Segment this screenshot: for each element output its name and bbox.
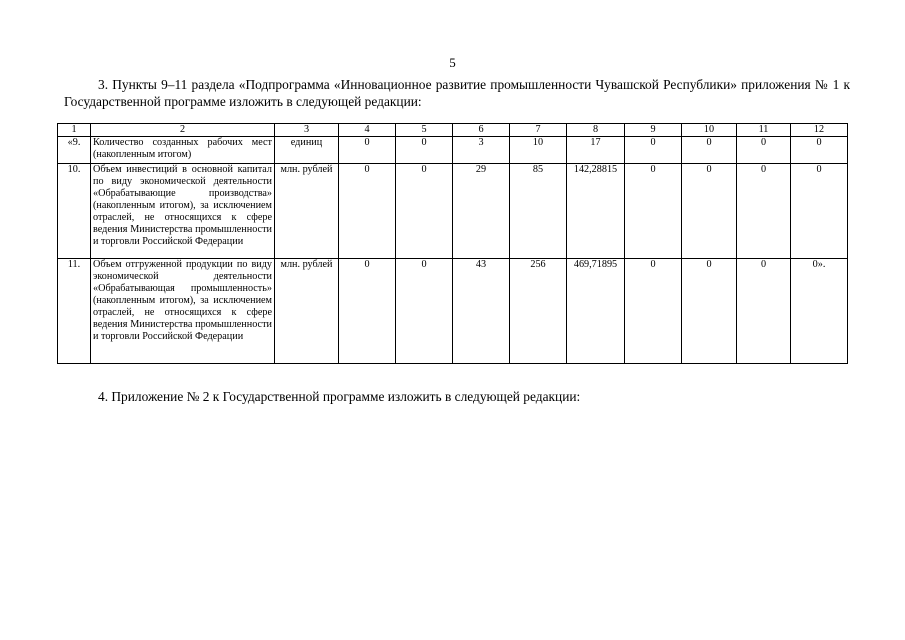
indicators-table [57, 123, 848, 364]
paragraph-item-4: 4. Приложение № 2 к Государственной программе изложить в следующей редакции: [98, 389, 581, 404]
paragraph-item-3: 3. Пункты 9–11 раздела «Подпрограмма «Инновационное развитие промышленности Чувашской Республики» приложения № 1 к Государственной программе изложить в следующей редакции: [64, 77, 850, 109]
row-value: 0 [737, 164, 791, 259]
row-unit: млн. рублей [275, 164, 339, 259]
header-cell: 7 [510, 124, 567, 137]
header-cell: 8 [567, 124, 625, 137]
header-cell: 1 [58, 124, 91, 137]
table-row [58, 259, 848, 364]
row-value: 0 [737, 137, 791, 164]
row-value: 0 [339, 164, 396, 259]
row-value: 0 [682, 259, 737, 364]
row-number: 11. [58, 259, 91, 364]
row-value: 29 [453, 164, 510, 259]
row-value: 10 [510, 137, 567, 164]
row-value: 0 [737, 259, 791, 364]
header-cell: 2 [91, 124, 275, 137]
row-description: Объем отгруженной продукции по виду экономической деятельности «Обрабатывающая промышленность» (накопленным итогом), за исключением отраслей, не относящихся к сфере ведения Министерства промышленности и торговли Российской Федерации [91, 259, 275, 364]
header-cell: 4 [339, 124, 396, 137]
row-value: 0 [791, 164, 848, 259]
row-value: 256 [510, 259, 567, 364]
row-value: 0 [791, 137, 848, 164]
row-unit: единиц [275, 137, 339, 164]
row-value: 0 [396, 137, 453, 164]
row-value: 142,28815 [567, 164, 625, 259]
header-cell: 5 [396, 124, 453, 137]
table-row [58, 137, 848, 164]
row-value: 0 [625, 259, 682, 364]
row-value: 0 [339, 259, 396, 364]
header-cell: 12 [791, 124, 848, 137]
page-number: 5 [449, 55, 456, 70]
row-value: 0 [339, 137, 396, 164]
row-value: 0 [396, 164, 453, 259]
table-header-row [58, 124, 848, 137]
header-cell: 11 [737, 124, 791, 137]
row-number: «9. [58, 137, 91, 164]
row-value: 85 [510, 164, 567, 259]
row-value: 0». [791, 259, 848, 364]
row-value: 0 [625, 137, 682, 164]
row-value: 0 [396, 259, 453, 364]
row-value: 0 [682, 137, 737, 164]
row-value: 469,71895 [567, 259, 625, 364]
row-value: 43 [453, 259, 510, 364]
header-cell: 3 [275, 124, 339, 137]
header-cell: 10 [682, 124, 737, 137]
row-value: 17 [567, 137, 625, 164]
header-cell: 9 [625, 124, 682, 137]
row-description: Объем инвестиций в основной капитал по виду экономической деятельности «Обрабатывающие производства» (накопленным итогом), за исключением отраслей, не относящихся к сфере ведения Министерства промышленности и торговли Российской Федерации [91, 164, 275, 259]
row-number: 10. [58, 164, 91, 259]
header-cell: 6 [453, 124, 510, 137]
row-value: 3 [453, 137, 510, 164]
row-value: 0 [682, 164, 737, 259]
table-row [58, 164, 848, 259]
row-unit: млн. рублей [275, 259, 339, 364]
row-description: Количество созданных рабочих мест (накопленным итогом) [91, 137, 275, 164]
row-value: 0 [625, 164, 682, 259]
